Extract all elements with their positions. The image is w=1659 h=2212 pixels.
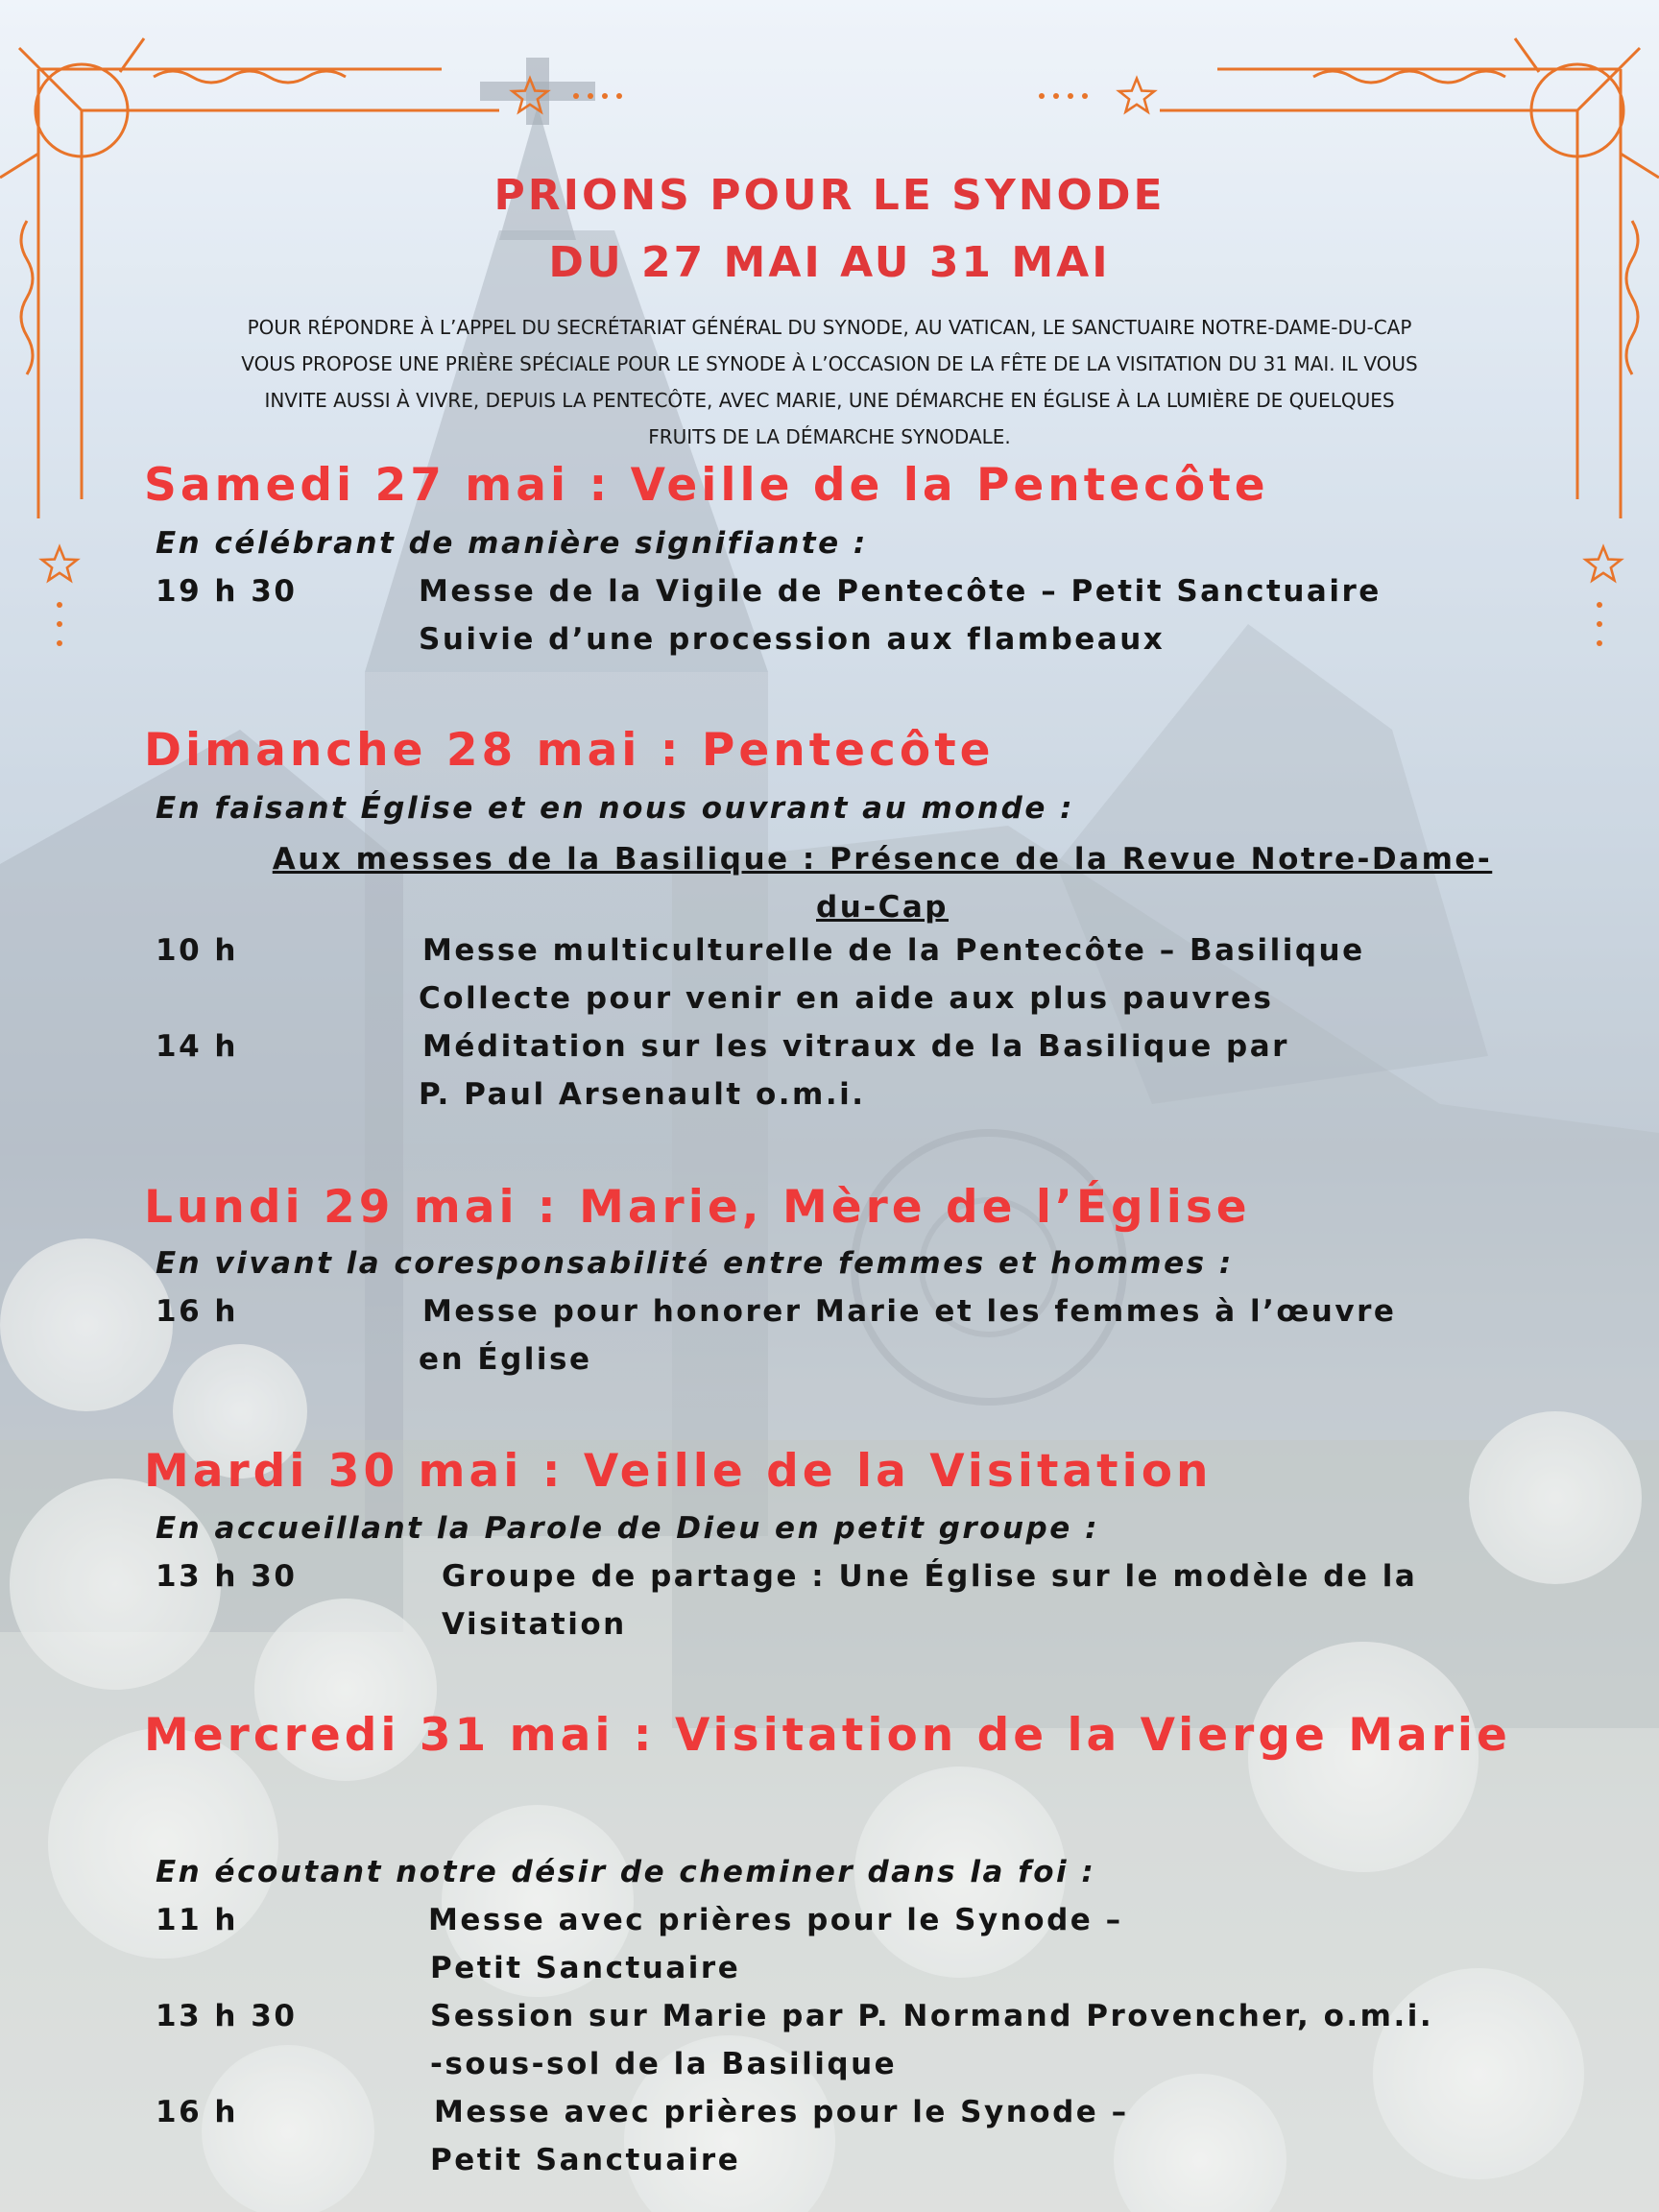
- intro-line: POUR RÉPONDRE À L’APPEL DU SECRÉTARIAT GÉNÉRAL DU SYNODE, AU VATICAN, LE SANCTUAIRE NOTRE-DAME-DU-CAP: [247, 316, 1412, 339]
- event-time: 16 h: [156, 2095, 239, 2129]
- day-heading-lundi: Lundi 29 mai : Marie, Mère de l’Église: [144, 1181, 1251, 1234]
- intro-line: VOUS PROPOSE UNE PRIÈRE SPÉCIALE POUR LE SYNODE À L’OCCASION DE LA FÊTE DE LA VISITATION DU 31 MAI. IL VOUS: [241, 352, 1418, 375]
- event-description: Messe avec prières pour le Synode –: [428, 1903, 1123, 1937]
- day-subtitle: En célébrant de manière signifiante :: [156, 526, 868, 561]
- event-description: Groupe de partage : Une Église sur le modèle de la: [442, 1559, 1418, 1594]
- event-description: Messe multiculturelle de la Pentecôte – Basilique: [422, 933, 1365, 968]
- page-title-line-1: PRIONS POUR LE SYNODE: [493, 171, 1166, 220]
- event-description: Session sur Marie par P. Normand Provencher, o.m.i.: [430, 1999, 1434, 2033]
- event-time: 19 h 30: [156, 574, 298, 609]
- event-description: Petit Sanctuaire: [430, 1951, 741, 1985]
- day-heading-mardi: Mardi 30 mai : Veille de la Visitation: [144, 1445, 1213, 1498]
- event-description: Messe pour honorer Marie et les femmes à l’œuvre: [422, 1294, 1397, 1329]
- day-heading-samedi: Samedi 27 mai : Veille de la Pentecôte: [144, 459, 1269, 512]
- event-time: 13 h 30: [156, 1559, 298, 1594]
- intro-line: FRUITS DE LA DÉMARCHE SYNODALE.: [648, 425, 1011, 448]
- event-description: Petit Sanctuaire: [430, 2143, 741, 2177]
- event-description: Messe avec prières pour le Synode –: [434, 2095, 1129, 2129]
- event-description: Suivie d’une procession aux flambeaux: [419, 622, 1166, 657]
- event-description: Messe de la Vigile de Pentecôte – Petit Sanctuaire: [419, 574, 1382, 609]
- event-time: 16 h: [156, 1294, 239, 1329]
- event-time: 13 h 30: [156, 1999, 298, 2033]
- day-subtitle: En vivant la coresponsabilité entre femmes et hommes :: [156, 1246, 1234, 1281]
- day-heading-dimanche: Dimanche 28 mai : Pentecôte: [144, 724, 995, 777]
- event-description: en Église: [419, 1342, 592, 1377]
- day-subtitle: En écoutant notre désir de cheminer dans la foi :: [156, 1855, 1096, 1889]
- day-subtitle: En faisant Église et en nous ouvrant au monde :: [156, 791, 1075, 826]
- event-time: 14 h: [156, 1029, 239, 1064]
- event-description: -sous-sol de la Basilique: [430, 2047, 898, 2081]
- day-subtitle: En accueillant la Parole de Dieu en petit groupe :: [156, 1511, 1099, 1546]
- event-description: Collecte pour venir en aide aux plus pauvres: [419, 981, 1274, 1016]
- revue-note-line: Aux messes de la Basilique : Présence de la Revue Notre-Dame-: [272, 842, 1493, 877]
- event-description: Visitation: [442, 1607, 627, 1642]
- event-time: 11 h: [156, 1903, 239, 1937]
- event-description: Méditation sur les vitraux de la Basilique par: [422, 1029, 1289, 1064]
- intro-paragraph: [182, 309, 1477, 455]
- intro-line: INVITE AUSSI À VIVRE, DEPUIS LA PENTECÔTE, AVEC MARIE, UNE DÉMARCHE EN ÉGLISE À LA LUMIÈRE DE QUELQUES: [264, 389, 1395, 412]
- revue-note-line: du-Cap: [816, 890, 949, 925]
- revue-presence-note: [0, 835, 1659, 931]
- day-heading-mercredi: Mercredi 31 mai : Visitation de la Vierge Marie: [144, 1709, 1511, 1762]
- page-title-line-2: DU 27 MAI AU 31 MAI: [548, 238, 1111, 287]
- event-description: P. Paul Arsenault o.m.i.: [419, 1077, 866, 1112]
- event-time: 10 h: [156, 933, 239, 968]
